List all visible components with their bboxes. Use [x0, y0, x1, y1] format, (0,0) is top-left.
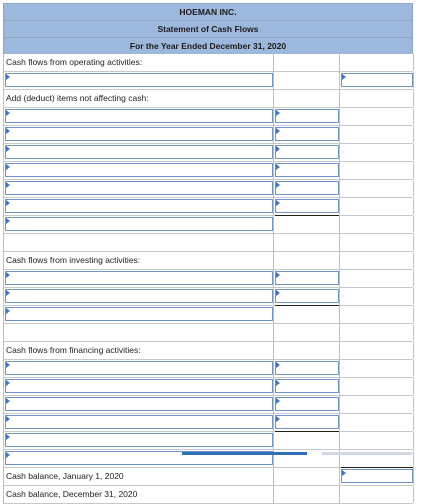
financing-account-select[interactable] [5, 379, 273, 393]
dropdown-arrow-icon [6, 164, 10, 170]
adjust-amount-input[interactable] [275, 199, 339, 213]
dropdown-arrow-icon [6, 362, 10, 368]
financing-account-select[interactable] [5, 397, 273, 411]
dropdown-arrow-icon [276, 110, 280, 116]
adjust-label: Add (deduct) items not affecting cash: [6, 93, 149, 103]
financing-row [4, 378, 413, 396]
statement-grid [3, 54, 413, 504]
dropdown-arrow-icon [6, 272, 10, 278]
financing-row [4, 414, 413, 432]
dropdown-arrow-icon [276, 200, 280, 206]
cash-flow-statement [3, 3, 413, 504]
dropdown-arrow-icon [276, 146, 280, 152]
statement-period: For the Year Ended December 31, 2020 [3, 37, 413, 54]
adjust-account-select[interactable] [5, 163, 273, 177]
cash-begin-label: Cash balance, January 1, 2020 [6, 471, 124, 481]
cash-begin-input[interactable] [341, 469, 413, 483]
cash-end-label: Cash balance, December 31, 2020 [6, 489, 138, 499]
investing-row [4, 288, 413, 306]
dropdown-arrow-icon [342, 74, 346, 80]
investing-amount-input[interactable] [275, 289, 339, 303]
adjust-row [4, 108, 413, 126]
adjust-amount-input[interactable] [275, 145, 339, 159]
operating-total-select[interactable] [5, 217, 273, 231]
blank-row [4, 324, 413, 342]
dropdown-arrow-icon [276, 272, 280, 278]
adjust-account-select[interactable] [5, 127, 273, 141]
adjust-account-select[interactable] [5, 181, 273, 195]
dropdown-arrow-icon [6, 416, 10, 422]
dropdown-arrow-icon [276, 380, 280, 386]
operating-account-select[interactable] [5, 73, 273, 87]
cash-begin-row [4, 468, 413, 486]
dropdown-arrow-icon [6, 218, 10, 224]
operating-label: Cash flows from operating activities: [6, 57, 143, 67]
adjust-account-select[interactable] [5, 145, 273, 159]
operating-heading-row [4, 54, 413, 72]
financing-heading-row [4, 342, 413, 360]
operating-amount-input[interactable] [341, 73, 413, 87]
investing-total-select[interactable] [5, 307, 273, 321]
scrollbar-track[interactable] [322, 452, 412, 455]
financing-row [4, 360, 413, 378]
adjust-row [4, 198, 413, 216]
financing-account-select[interactable] [5, 415, 273, 429]
dropdown-arrow-icon [6, 290, 10, 296]
dropdown-arrow-icon [6, 200, 10, 206]
dropdown-arrow-icon [342, 470, 346, 476]
investing-row [4, 270, 413, 288]
financing-total-select[interactable] [5, 433, 273, 447]
financing-label: Cash flows from financing activities: [6, 345, 141, 355]
dropdown-arrow-icon [6, 146, 10, 152]
adjust-row [4, 180, 413, 198]
adjust-amount-input[interactable] [275, 181, 339, 195]
adjust-amount-input[interactable] [275, 109, 339, 123]
adjust-row [4, 144, 413, 162]
adjust-account-select[interactable] [5, 109, 273, 123]
dropdown-arrow-icon [276, 290, 280, 296]
financing-amount-input[interactable] [275, 361, 339, 375]
adjust-account-select[interactable] [5, 199, 273, 213]
adjust-amount-input[interactable] [275, 127, 339, 141]
dropdown-arrow-icon [6, 452, 10, 458]
company-name: HOEMAN INC. [3, 3, 413, 20]
investing-account-select[interactable] [5, 289, 273, 303]
financing-amount-input[interactable] [275, 397, 339, 411]
financing-row [4, 396, 413, 414]
financing-amount-input[interactable] [275, 415, 339, 429]
investing-amount-input[interactable] [275, 271, 339, 285]
dropdown-arrow-icon [6, 380, 10, 386]
dropdown-arrow-icon [276, 362, 280, 368]
dropdown-arrow-icon [6, 74, 10, 80]
dropdown-arrow-icon [276, 416, 280, 422]
dropdown-arrow-icon [6, 128, 10, 134]
dropdown-arrow-icon [6, 110, 10, 116]
dropdown-arrow-icon [276, 164, 280, 170]
dropdown-arrow-icon [6, 434, 10, 440]
operating-row [4, 72, 413, 90]
scrollbar-thumb[interactable] [182, 452, 307, 455]
statement-title: Statement of Cash Flows [3, 20, 413, 37]
financing-account-select[interactable] [5, 361, 273, 375]
dropdown-arrow-icon [6, 398, 10, 404]
adjust-row [4, 126, 413, 144]
adjust-amount-input[interactable] [275, 163, 339, 177]
cash-end-row [4, 486, 413, 504]
dropdown-arrow-icon [276, 128, 280, 134]
adjust-row [4, 162, 413, 180]
dropdown-arrow-icon [276, 398, 280, 404]
dropdown-arrow-icon [6, 182, 10, 188]
investing-total-row [4, 306, 413, 324]
blank-row [4, 234, 413, 252]
dropdown-arrow-icon [6, 308, 10, 314]
investing-label: Cash flows from investing activities: [6, 255, 141, 265]
investing-account-select[interactable] [5, 271, 273, 285]
dropdown-arrow-icon [276, 182, 280, 188]
adjust-heading-row [4, 90, 413, 108]
financing-total-row [4, 432, 413, 450]
investing-heading-row [4, 252, 413, 270]
financing-amount-input[interactable] [275, 379, 339, 393]
operating-total-row [4, 216, 413, 234]
